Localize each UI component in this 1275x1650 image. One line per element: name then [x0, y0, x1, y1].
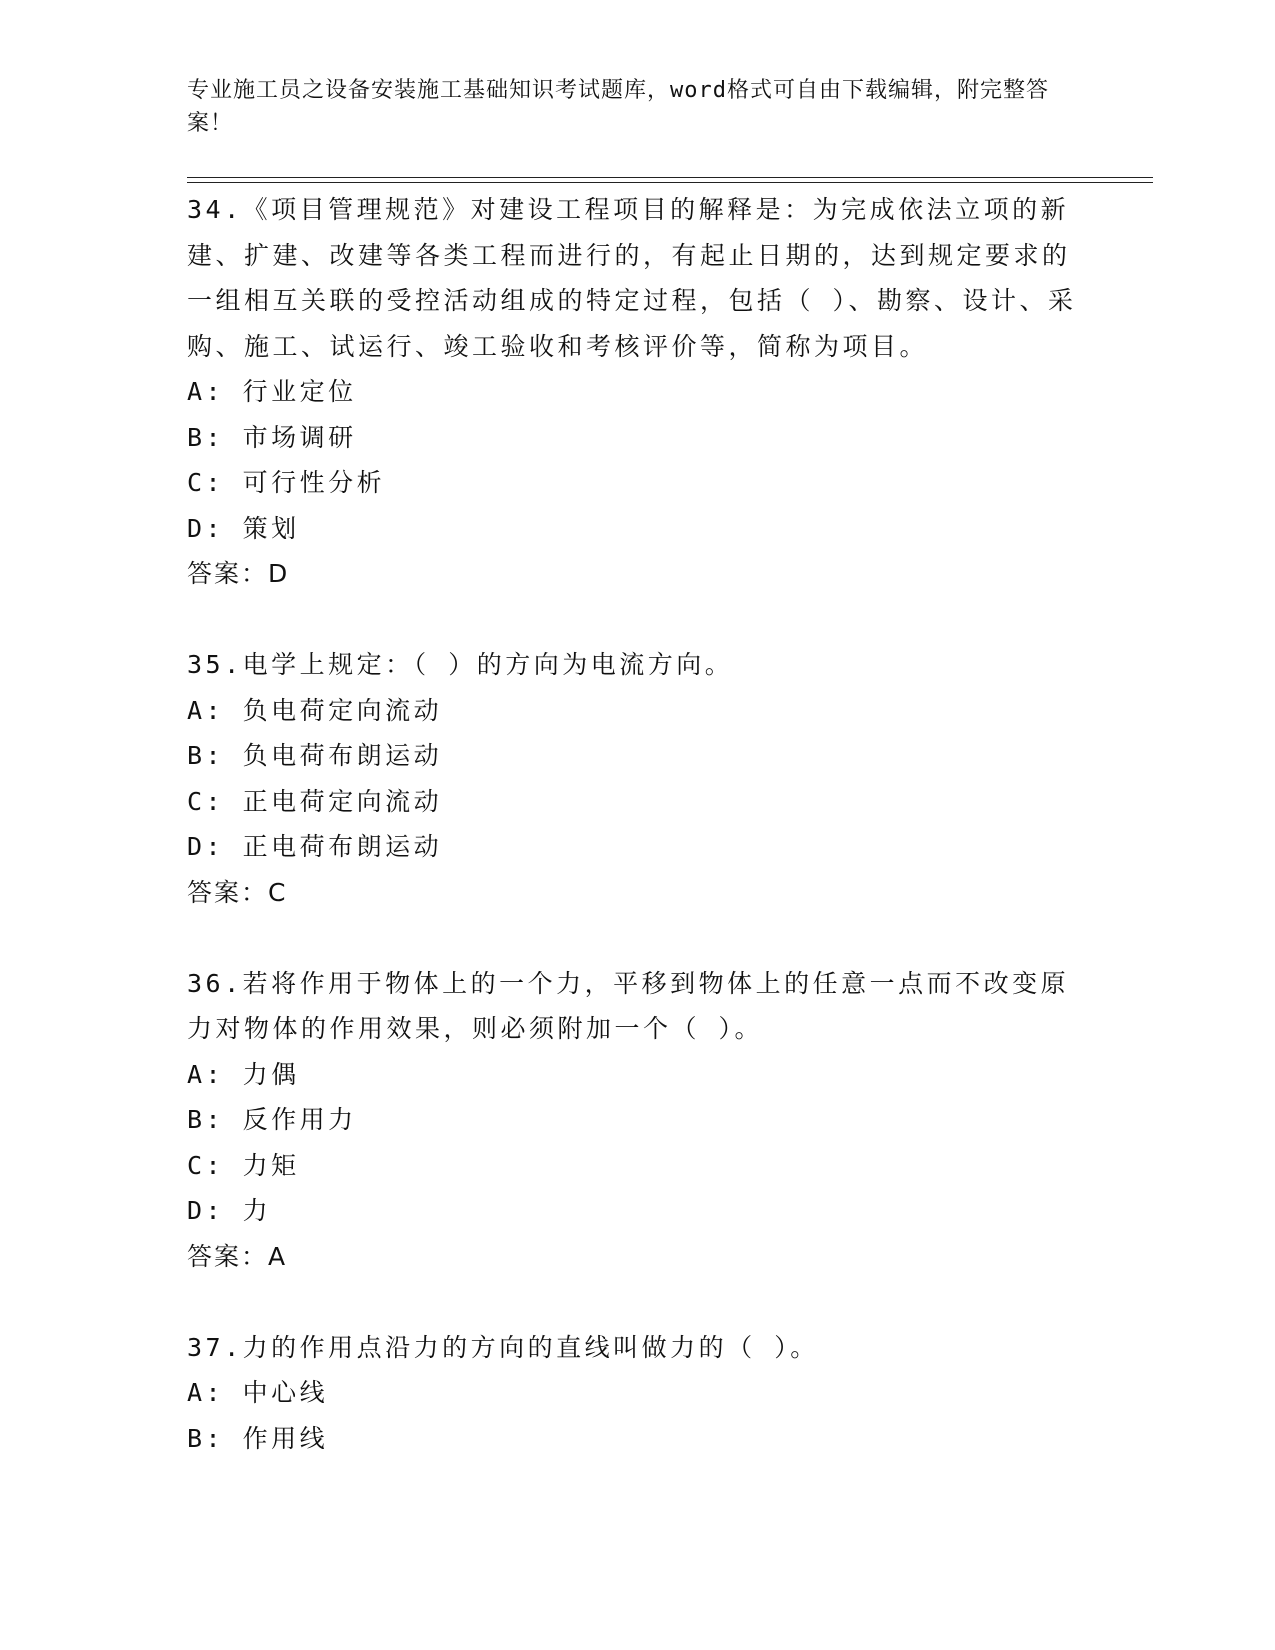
- option-c: C: 力矩: [187, 1150, 300, 1180]
- option-b: B: 反作用力: [187, 1105, 357, 1134]
- question-stem: 36.若将作用于物体上的一个力，平移到物体上的任意一点而不改变原力对物体的作用效果，则必须附加一个（ ）。: [187, 968, 1070, 1043]
- question-36: [187, 961, 1077, 1280]
- question-list: [187, 187, 1077, 1507]
- option-a: A: 负电荷定向流动: [187, 695, 443, 725]
- option-d: D: 正电荷布朗运动: [187, 832, 443, 861]
- answer: 答案：D: [187, 559, 290, 588]
- option-c: C: 正电荷定向流动: [187, 786, 443, 816]
- header-rule-bottom: [187, 182, 1153, 183]
- option-b: B: 负电荷布朗运动: [187, 741, 443, 770]
- question-stem: 37.力的作用点沿力的方向的直线叫做力的（ ）。: [187, 1332, 819, 1362]
- option-a: A: 力偶: [187, 1059, 300, 1089]
- question-stem: 35.电学上规定：（ ）的方向为电流方向。: [187, 650, 734, 679]
- option-a: A: 中心线: [187, 1378, 329, 1407]
- question-37: [187, 1325, 1077, 1462]
- option-d: D: 力: [187, 1196, 272, 1225]
- question-34: [187, 187, 1077, 597]
- option-a: A: 行业定位: [187, 377, 357, 406]
- option-d: D: 策划: [187, 513, 300, 543]
- answer: 答案：A: [187, 1241, 288, 1271]
- option-b: B: 作用线: [187, 1423, 329, 1453]
- answer: 答案：C: [187, 877, 288, 907]
- option-c: C: 可行性分析: [187, 468, 386, 497]
- question-35: [187, 642, 1077, 915]
- option-b: B: 市场调研: [187, 422, 357, 452]
- question-stem: 34.《项目管理规范》对建设工程项目的解释是：为完成依法立项的新建、扩建、改建等各类工程而进行的，有起止日期的，达到规定要求的一组相互关联的受控活动组成的特定过程，包括（ ）、勘察、设计、采购、施工、试运行、竣工验收和考核评价等，简称为项目。: [187, 195, 1077, 361]
- document-header: 专业施工员之设备安装施工基础知识考试题库，word格式可自由下载编辑，附完整答案！: [187, 78, 1049, 136]
- header-rule-top: [187, 177, 1153, 178]
